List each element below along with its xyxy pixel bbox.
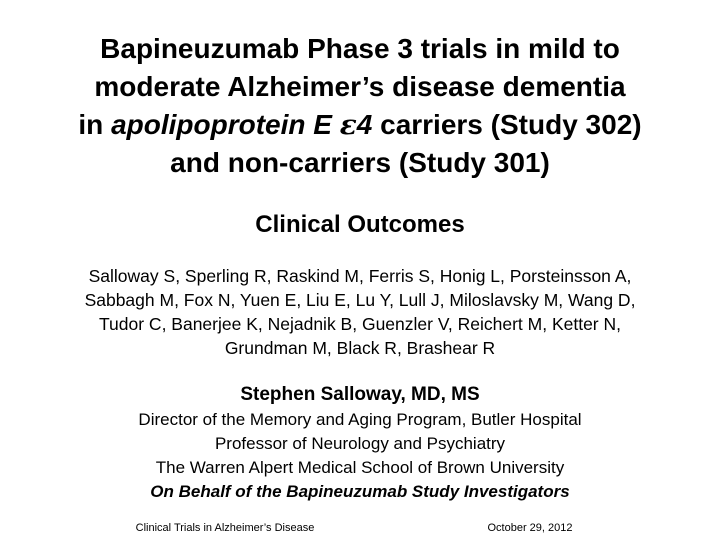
author-list	[20, 264, 700, 360]
footer-date: October 29, 2012	[487, 522, 573, 534]
author-line-2: Sabbagh M, Fox N, Yuen E, Liu E, Lu Y, Lull J, Miloslavsky M, Wang D,	[84, 290, 636, 310]
title-gene-name: apolipoprotein E	[111, 109, 340, 140]
author-line-4: Grundman M, Black R, Brashear R	[224, 338, 496, 358]
author-line-1: Salloway S, Sperling R, Raskind M, Ferris S, Honig L, Porsteinsson A,	[88, 266, 632, 286]
slide-subtitle: Clinical Outcomes	[255, 211, 465, 238]
footer-conference: Clinical Trials in Alzheimer’s Disease	[135, 522, 315, 534]
presenter-affiliation-2: Professor of Neurology and Psychiatry	[214, 434, 506, 453]
title-epsilon-symbol: ε	[339, 108, 357, 141]
presenter-affiliation-3: The Warren Alpert Medical School of Brown University	[155, 458, 565, 477]
title-line-1: Bapineuzumab Phase 3 trials in mild to	[100, 33, 620, 64]
title-line-2: moderate Alzheimer’s disease dementia	[94, 71, 626, 102]
presenter-on-behalf: On Behalf of the Bapineuzumab Study Investigators	[150, 482, 570, 501]
title-line-3	[20, 106, 700, 144]
presenter-block	[20, 382, 700, 504]
title-line-4: and non-carriers (Study 301)	[170, 147, 550, 178]
presenter-affiliation-1: Director of the Memory and Aging Program, Butler Hospital	[138, 410, 582, 429]
presenter-name: Stephen Salloway, MD, MS	[240, 384, 480, 405]
title-line-3-suffix: carriers (Study 302)	[372, 109, 642, 140]
author-line-3: Tudor C, Banerjee K, Nejadnik B, Guenzler V, Reichert M, Ketter N,	[99, 314, 621, 334]
title-allele-number: 4	[356, 109, 373, 140]
slide-title	[20, 30, 700, 182]
title-line-3-prefix: in	[78, 109, 112, 140]
